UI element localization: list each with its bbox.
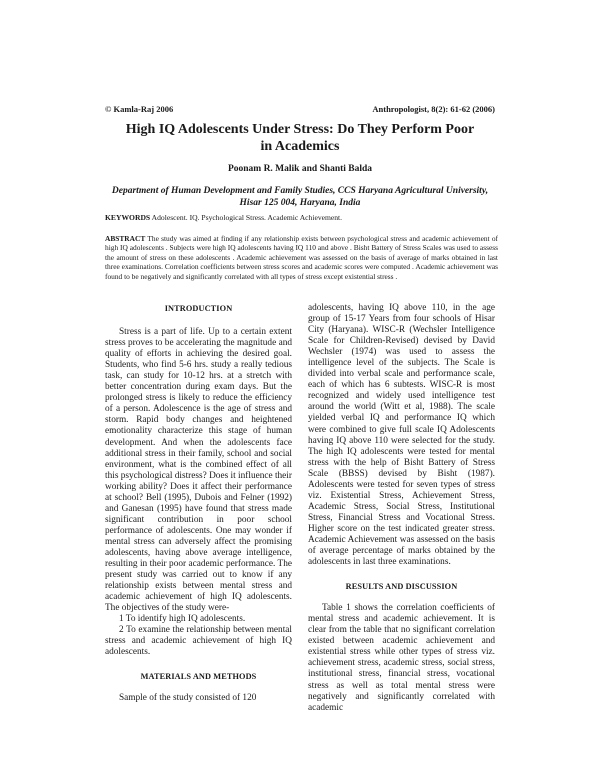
keywords <box>105 213 500 223</box>
journal-citation-header: Anthropologist, 8(2): 61-62 (2006) <box>372 104 495 114</box>
abstract-label: ABSTRACT <box>105 234 146 243</box>
affiliation-line-2: Hisar 125 004, Haryana, India <box>239 197 361 208</box>
title-line-1: High IQ Adolescents Under Stress: Do They Perform Poor <box>125 122 475 137</box>
abstract-text: The study was aimed at finding if any relationship exists between psychological stress and academic achievement of high IQ adolescents . Subjects were high IQ adolescents having IQ 110 and above . Bisht Battery of Stress Scales was used to assess the amount of stress on these adolescents . Academic achievement was assessed on the basis of average of marks obtained in last three examinations. Correlation coefficients between stress scores and academic scores were computed . Academic achievement was found to be negatively and significantly correlated with all types of stress except existential stress . <box>105 234 498 281</box>
keywords-label: KEYWORDS <box>105 213 151 222</box>
copyright-header: © Kamla-Raj 2006 <box>105 104 174 114</box>
abstract <box>105 234 498 281</box>
methods-heading: MATERIALS AND METHODS <box>140 672 257 682</box>
paper-title <box>105 121 495 155</box>
results-paragraph: Table 1 shows the correlation coefficients of mental stress and academic achievement. It is clear from the table that no significant correlation existed between academic achievement and existential stress while other types of stress viz. achievement stress, academic stress, social stress, institutional stress, financial stress, vocational stress as well as total mental stress were negatively and significantly correlated with academic <box>308 603 495 713</box>
methods-paragraph-continued: adolescents, having IQ above 110, in the age group of 15-17 Years from four schools of Hisar City (Haryana). WISC-R (Wechsler Intelligence Scale for Children-Revised) devised by David Wechsler (1974) was used to assess the intelligence level of the subjects. The Scale is divided into verbal scale and performance scale, each of which has 6 subtests. WISC-R is most recognized and widely used intelligence test around the world (Witt et al, 1988). The scale yielded verbal IQ and performance IQ which were combined to give full scale IQ Adolescents having IQ above 110 were selected for the study. The high IQ adolescents were tested for mental stress with the help of Bisht Battery of Stress Scale (BBSS) devised by Bisht (1987). Adolescents were tested for seven types of stress viz. Existential Stress, Achievement Stress, Academic Stress, Social Stress, Institutional Stress, Financial Stress and Vocational Stress. Higher score on the test indicated greater stress. Academic Achievement was assessed on the basis of average percentage of marks obtained by the adolescents in last three examinations. <box>308 303 495 568</box>
objective-2: 2 To examine the relationship between mental stress and academic achievement of high IQ adolescents. <box>105 625 292 658</box>
results-heading: RESULTS AND DISCUSSION <box>345 582 458 592</box>
authors: Poonam R. Malik and Shanti Balda <box>227 164 373 174</box>
keywords-text: Adolescent. IQ. Psychological Stress. Academic Achievement. <box>151 213 343 222</box>
objective-1: 1 To identify high IQ adolescents. <box>119 614 246 625</box>
affiliation <box>105 186 495 209</box>
right-column <box>308 303 495 714</box>
affiliation-line-1: Department of Human Development and Family Studies, CCS Haryana Agricultural University, <box>111 186 489 196</box>
left-column <box>105 303 292 704</box>
introduction-heading: INTRODUCTION <box>164 304 233 313</box>
introduction-paragraph: Stress is a part of life. Up to a certain extent stress proves to be accelerating the magnitude and quality of efforts in achieving the desired goal. Students, who find 5-6 hrs. study a really tedious task, can study for 10-12 hrs. at a stretch with better concentration during exam days. But the prolonged stress is likely to reduce the efficiency of a person. Adolescence is the age of stress and storm. Rapid body changes and heightened emotionality characterize this stage of human development. And when the adolescents face additional stress in their family, school and social environment, what is the combined effect of all this psychological distress? Does it influence their working ability? Does it affect their performance at school? Bell (1995), Dubois and Felner (1992) and Ganesan (1995) have found that stress made significant contribution in poor school performance of adolescents. One may wonder if mental stress can adversely affect the promising adolescents, having above average intelligence, resulting in their poor academic performance. The present study was carried out to know if any relationship exists between mental stress and academic achievement of high IQ adolescents. The objectives of the study were- <box>105 327 292 614</box>
title-line-2: in Academics <box>260 139 340 154</box>
methods-paragraph-start: Sample of the study consisted of 120 <box>119 692 257 703</box>
